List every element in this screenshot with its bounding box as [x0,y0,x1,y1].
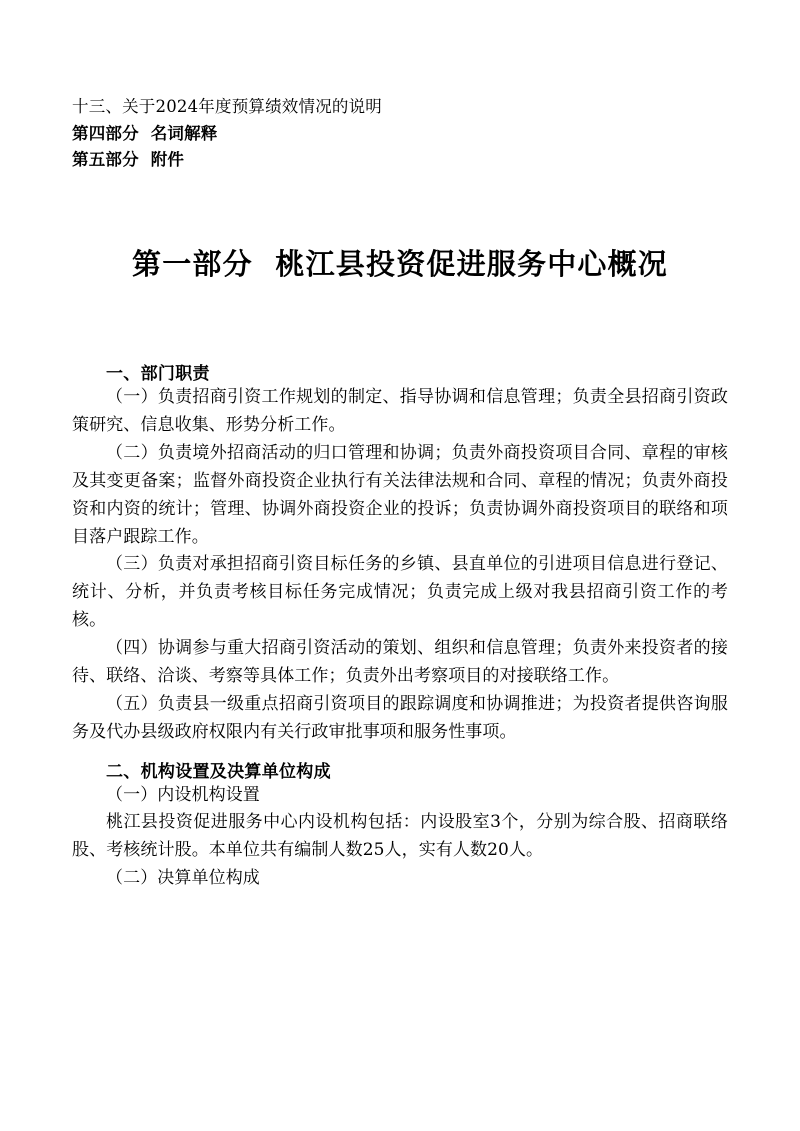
toc-entry: 第四部分 名词解释 [72,123,218,143]
table-of-contents [72,94,728,174]
toc-entry: 第五部分 附件 [72,150,185,170]
toc-entry: 十三、关于2024年度预算绩效情况的说明 [72,97,382,116]
paragraph: （四）协调参与重大招商引资活动的策划、组织和信息管理；负责外来投资者的接待、联络、洽谈、考察等具体工作；负责外出考察项目的对接联络工作。 [72,638,728,686]
paragraph: 桃江县投资促进服务中心内设机构包括：内设股室3个，分别为综合股、招商联络股、考核统计股。本单位共有编制人数25人，实有人数20人。 [72,812,728,861]
paragraph: （二）负责境外招商活动的归口管理和协调；负责外商投资项目合同、章程的审核及其变更备案；监督外商投资企业执行有关法律法规和合同、章程的情况；负责外商投资和内资的统计；管理、协调外商投资企业的投诉；负责协调外商投资项目的联络和项目落户跟踪工作。 [72,442,728,547]
paragraph: （三）负责对承担招商引资目标任务的乡镇、县直单位的引进项目信息进行登记、统计、分析，并负责考核目标任务完成情况；负责完成上级对我县招商引资工作的考核。 [72,554,728,631]
paragraph: （五）负责县一级重点招商引资项目的跟踪调度和协调推进；为投资者提供咨询服务及代办县级政府权限内有关行政审批事项和服务性事项。 [72,693,728,742]
paragraph: （一）内设机构设置 [106,784,260,805]
paragraph: （二）决算单位构成 [106,868,260,889]
paragraph: （一）负责招商引资工作规划的制定、指导协调和信息管理；负责全县招商引资政策研究、信息收集、形势分析工作。 [72,387,728,436]
section-heading-organization: 二、机构设置及决算单位构成 [106,761,331,782]
page-title: 第一部分 桃江县投资促进服务中心概况 [132,247,668,282]
section-heading-duties: 一、部门职责 [106,364,210,385]
